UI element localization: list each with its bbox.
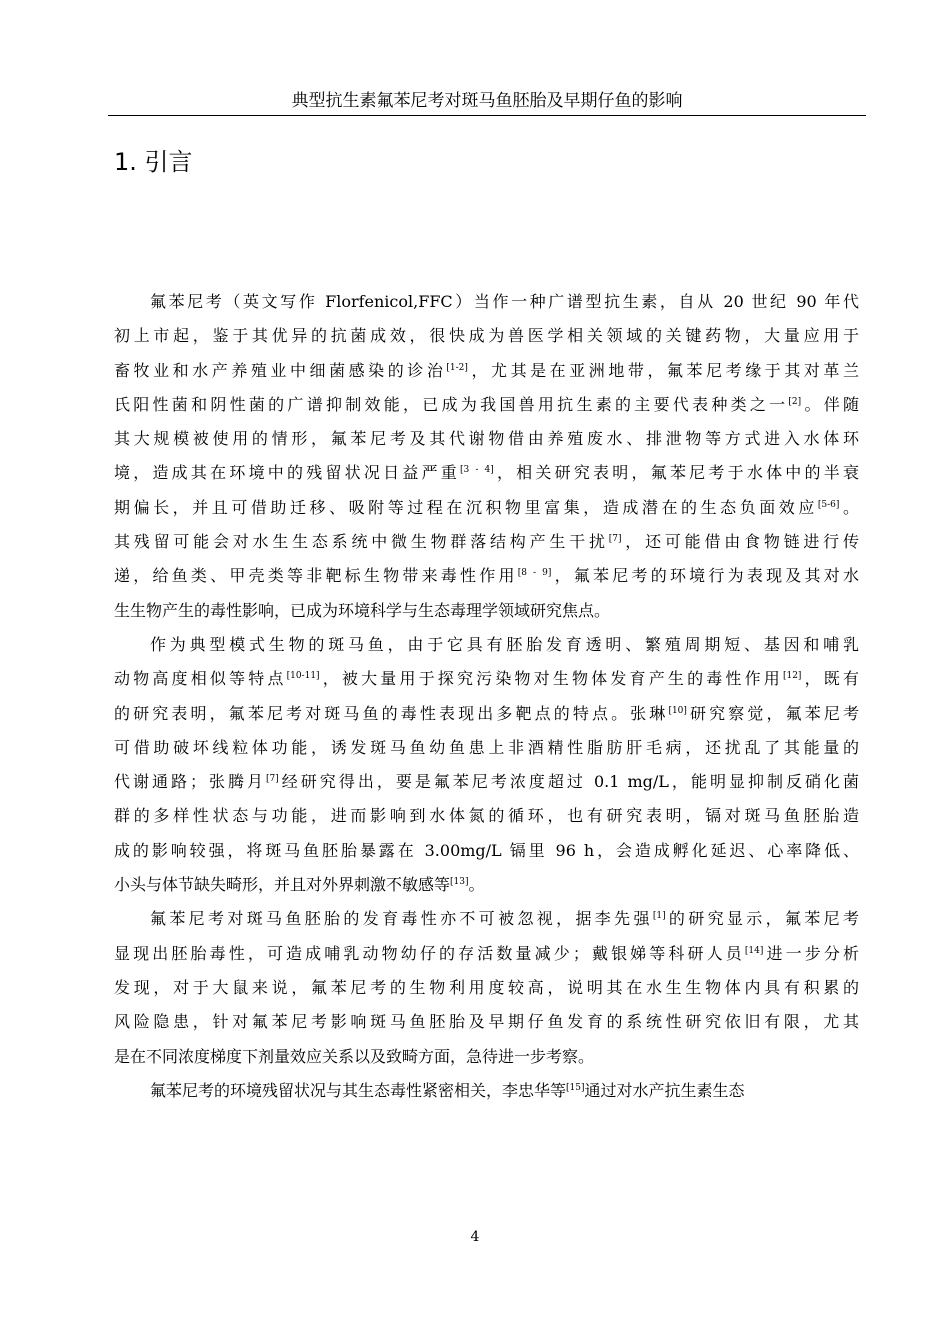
text-run: 期偏长，并且可借助迁移、吸附等过程在沉积物里富集，造成潜在的生态负面效应	[114, 497, 818, 517]
body-text	[114, 285, 859, 1108]
text-line	[114, 1040, 859, 1074]
text-line	[114, 285, 859, 319]
text-run: 的研究表明，氟苯尼考对斑马鱼的毒性表现出多靶点的特点。张琳	[114, 703, 669, 723]
paragraph	[114, 902, 859, 1073]
citation-ref: [2]	[788, 396, 802, 407]
text-run: 递，给鱼类、甲壳类等非靶标生物带来毒性作用	[114, 566, 518, 586]
text-line	[114, 971, 859, 1005]
page-number: 4	[470, 1229, 480, 1245]
text-line	[114, 594, 859, 628]
text-run: 其大规模被使用的情形，氟苯尼考及其代谢物借由养殖废水、排泄物等方式进入水体环	[114, 429, 859, 449]
text-line	[114, 628, 859, 662]
text-run: 境，造成其在环境中的残留状况日益严重	[114, 463, 461, 483]
citation-ref: [10-11]	[286, 671, 320, 682]
citation-ref: [7]	[608, 534, 622, 545]
text-run: 通过对水产抗生素生态	[584, 1080, 745, 1100]
text-line	[114, 559, 859, 593]
text-run: 。	[468, 875, 485, 895]
text-line	[114, 525, 859, 559]
citation-ref: [1]	[652, 911, 666, 922]
text-run: 小头与体节缺失畸形，并且对外界刺激不敏感等	[114, 875, 451, 895]
text-run: 代谢通路；张腾月	[114, 772, 267, 792]
text-line	[114, 388, 859, 422]
text-line	[114, 354, 859, 388]
citation-ref: [7]	[266, 774, 279, 785]
text-run: 。	[839, 497, 859, 517]
text-run: 可借助破坏线粒体功能，诱发斑马鱼幼鱼患上非酒精性脂肪肝毛病，还扰乱了其能量的	[114, 737, 859, 757]
text-run: 氟苯尼考（英文写作 Florfenicol,FFC）当作一种广谱型抗生素，自从 20 世纪 90 年代	[150, 292, 859, 311]
text-line	[114, 1074, 859, 1108]
text-line	[114, 491, 859, 525]
text-run: 动物高度相似等特点	[114, 669, 287, 689]
text-run: 氟苯尼考的环境残留状况与其生态毒性紧密相关，李忠华等	[150, 1080, 567, 1100]
text-line	[114, 937, 859, 971]
text-line	[114, 731, 859, 765]
citation-ref: [12]	[782, 671, 802, 682]
text-run: 氟苯尼考对斑马鱼胚胎的发育毒性亦不可被忽视，据李先强	[150, 909, 653, 929]
text-run: 群的多样性状态与功能，进而影响到水体氮的循环，也有研究表明，镉对斑马鱼胚胎造	[114, 806, 859, 826]
text-run: 发现，对于大鼠来说，氟苯尼考的生物利用度较高，说明其在水生生物体内具有积累的	[114, 977, 859, 997]
section-title: 1. 引言	[114, 148, 193, 176]
citation-ref: [15]	[566, 1082, 585, 1093]
text-run: 。伴随	[801, 394, 859, 414]
text-line	[114, 902, 859, 936]
text-line	[114, 422, 859, 456]
text-run: ，既有	[801, 669, 859, 689]
text-run: 的研究显示，氟苯尼考	[665, 909, 859, 929]
text-run: 作为典型模式生物的斑马鱼，由于它具有胚胎发育透明、繁殖周期短、基因和哺乳	[150, 634, 859, 654]
citation-ref: [1-2]	[446, 362, 468, 373]
text-line	[114, 834, 859, 868]
text-run: 畜牧业和水产养殖业中细菌感染的诊治	[114, 360, 447, 380]
text-run: 成的影响较强，将斑马鱼胚胎暴露在 3.00mg/L 镉里 96 h，会造成孵化延迟、心率降低、	[114, 840, 859, 860]
text-run: 经研究得出，要是氟苯尼考浓度超过 0.1 mg/L，能明显抑制反硝化菌	[278, 772, 859, 792]
text-run: ，尤其是在亚洲地带，氟苯尼考缘于其对革兰	[467, 360, 859, 380]
text-line	[114, 1005, 859, 1039]
citation-ref: [5-6]	[817, 499, 840, 510]
text-run: 是在不同浓度梯度下剂量效应关系以及致畸方面，急待进一步考察。	[114, 1046, 595, 1066]
paragraph	[114, 628, 859, 902]
text-run: 风险隐患，针对氟苯尼考影响斑马鱼胚胎及早期仔鱼发育的系统性研究依旧有限，尤其	[114, 1012, 859, 1032]
text-run: ，相关研究表明，氟苯尼考于水体中的半衰	[493, 463, 859, 483]
citation-ref: [3 - 4]	[460, 465, 494, 476]
citation-ref: [14]	[744, 945, 764, 956]
text-run: 其残留可能会对水生生态系统中微生物群落结构产生干扰	[114, 532, 609, 552]
text-line	[114, 697, 859, 731]
text-line	[114, 319, 859, 353]
text-line	[114, 799, 859, 833]
paragraph	[114, 285, 859, 628]
citation-ref: [8 - 9]	[517, 568, 552, 579]
text-run: 生生物产生的毒性影响，已成为环境科学与生态毒理学领域研究焦点。	[114, 600, 611, 620]
text-run: ，氟苯尼考的环境行为表现及其对水	[551, 566, 859, 586]
text-line	[114, 662, 859, 696]
header-rule	[108, 115, 866, 116]
running-header: 典型抗生素氟苯尼考对斑马鱼胚胎及早期仔鱼的影响	[291, 91, 683, 111]
text-line	[114, 765, 859, 799]
text-run: 进一步分析	[763, 943, 859, 963]
text-run: ，还可能借由食物链进行传	[621, 532, 859, 552]
citation-ref: [13]	[450, 877, 469, 888]
text-run: 初上市起，鉴于其优异的抗菌成效，很快成为兽医学相关领域的关键药物，大量应用于	[114, 326, 859, 346]
text-line	[114, 868, 859, 902]
text-run: 研究察觉，氟苯尼考	[686, 703, 859, 723]
text-run: ，被大量用于探究污染物对生物体发育产生的毒性作用	[319, 669, 783, 689]
text-run: 显现出胚胎毒性，可造成哺乳动物幼仔的存活数量减少；戴银娣等科研人员	[114, 943, 745, 963]
text-run: 氏阳性菌和阴性菌的广谱抑制效能，已成为我国兽用抗生素的主要代表种类之一	[114, 394, 789, 414]
text-line	[114, 456, 859, 490]
citation-ref: [10]	[668, 705, 687, 716]
paragraph	[114, 1074, 859, 1108]
